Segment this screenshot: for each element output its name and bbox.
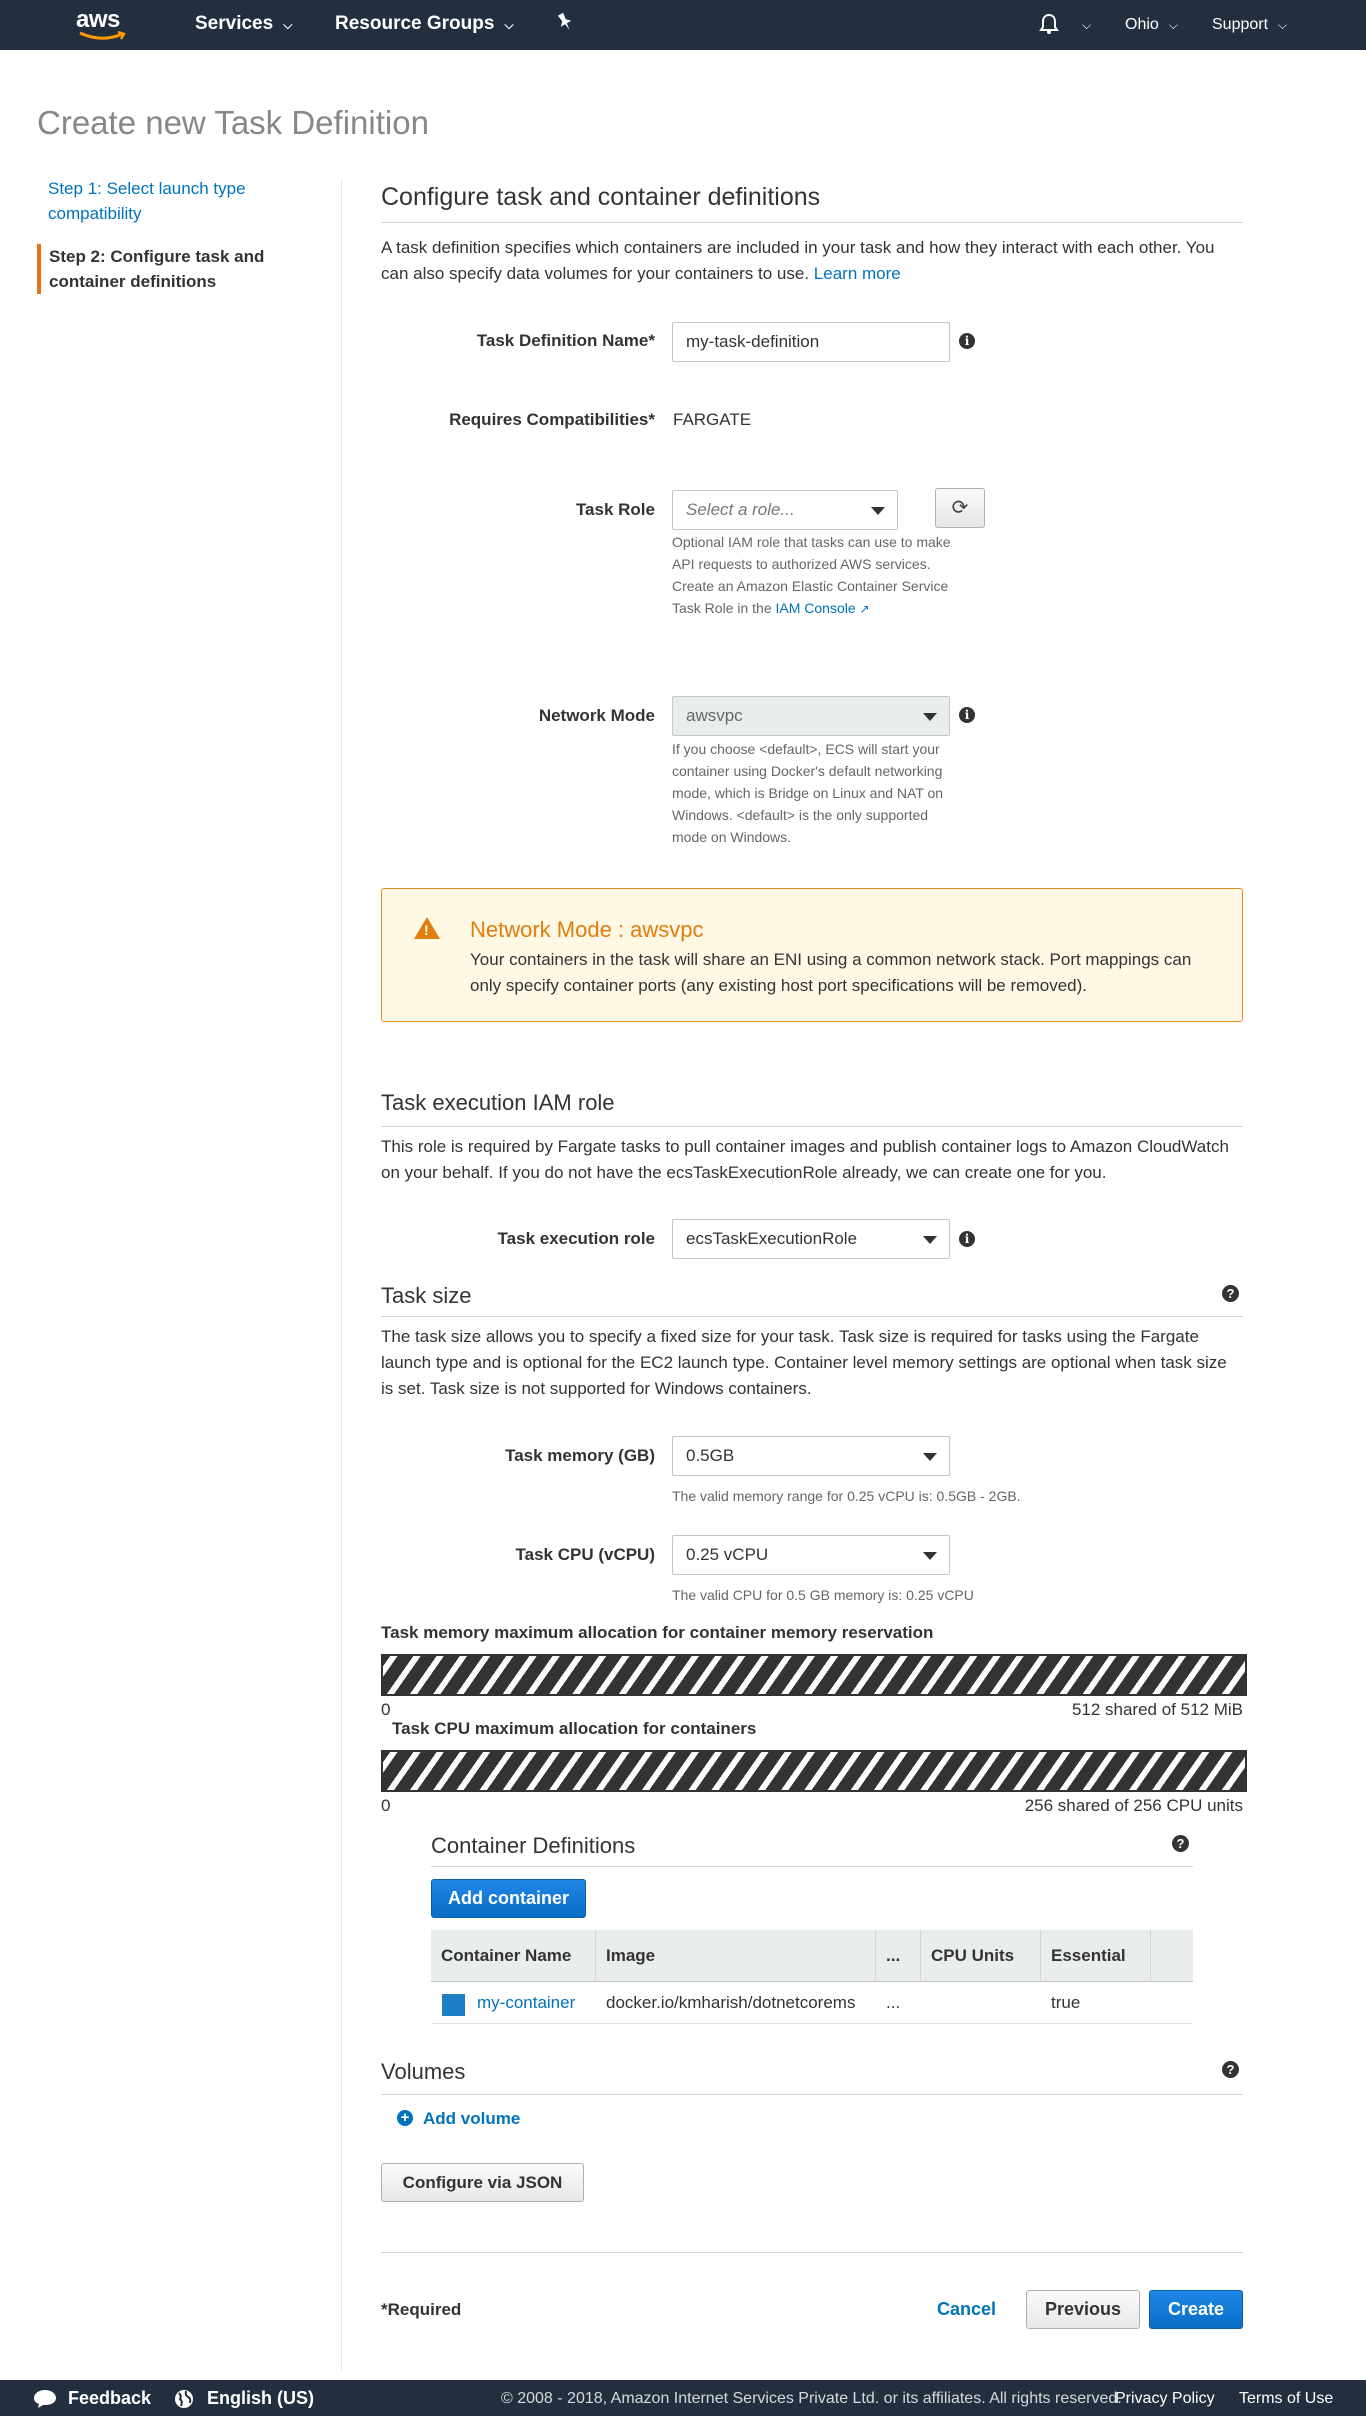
container-color-icon (442, 1994, 465, 2016)
help-icon[interactable]: ? (1172, 1835, 1189, 1852)
cpu-allocation-bar (381, 1750, 1247, 1792)
table-row (431, 1982, 1193, 2024)
exec-role-heading: Task execution IAM role (381, 1090, 615, 1115)
chevron-down-icon: ⌵ (1082, 18, 1092, 32)
task-cpu-select[interactable] (672, 1535, 950, 1575)
task-memory-label: Task memory (GB) (505, 1446, 655, 1465)
divider (381, 2094, 1243, 2095)
exec-role-select[interactable] (672, 1219, 950, 1259)
support-menu[interactable] (1212, 16, 1287, 34)
task-memory-hint: The valid memory range for 0.25 vCPU is: 0.5GB - 2GB. (672, 1488, 1021, 1504)
divider (431, 1866, 1193, 1867)
caret-down-icon (923, 1453, 937, 1461)
col-essential[interactable]: Essential (1041, 1930, 1151, 1982)
exec-role-value: ecsTaskExecutionRole (686, 1229, 858, 1248)
add-volume-link[interactable]: Add volume (423, 2109, 521, 2128)
required-note: *Required (381, 2300, 462, 2319)
divider (381, 222, 1243, 223)
task-role-label: Task Role (575, 500, 655, 519)
chevron-down-icon: ⌵ (1278, 18, 1288, 32)
caret-down-icon (923, 1236, 937, 1244)
cancel-button[interactable]: Cancel (937, 2299, 997, 2319)
chat-bubble-icon (33, 2389, 57, 2414)
requires-compat-value: FARGATE (673, 410, 752, 429)
caret-down-icon (923, 1552, 937, 1560)
volumes-heading: Volumes (381, 2059, 466, 2084)
container-image: docker.io/kmharish/dotnetcorems (606, 1993, 856, 2012)
col-cpu-units[interactable]: CPU Units (921, 1930, 1041, 1982)
divider (381, 2252, 1243, 2253)
container-cpu (921, 1982, 1041, 2024)
refresh-icon: ⟳ (951, 497, 969, 519)
aws-logo-text: aws (76, 6, 120, 33)
copyright-text: © 2008 - 2018, Amazon Internet Services Private Ltd. or its affiliates. All rights reserved. (501, 2390, 1122, 2407)
network-mode-label: Network Mode (538, 706, 655, 725)
warning-icon: ! (414, 917, 440, 939)
exec-role-label: Task execution role (497, 1229, 655, 1248)
region-label: Ohio (1125, 16, 1159, 33)
memory-allocation-bar (381, 1654, 1247, 1696)
task-size-description: The task size allows you to specify a fixed size for your task. Task size is required for tasks using the Fargate launch type and is optional for the EC2 launch type. Container level memory settings are optional when task size is set. Task size is not supported for Windows containers. (381, 1327, 1227, 1398)
configure-description (381, 235, 1243, 287)
chevron-down-icon: ⌵ (504, 18, 514, 32)
warning-title: Network Mode : awsvpc (470, 917, 704, 942)
previous-button[interactable]: Previous (1026, 2290, 1140, 2329)
caret-down-icon (871, 507, 885, 515)
task-role-placeholder: Select a role... (686, 500, 795, 519)
task-role-hint (672, 531, 962, 620)
sidebar-step-1-link[interactable]: Step 1: Select launch type compatibility (48, 179, 246, 223)
exec-role-description: This role is required by Fargate tasks to pull container images and publish container logs to Amazon CloudWatch on your behalf. If you do not have the ecsTaskExecutionRole already, we can create one for you. (381, 1137, 1229, 1182)
container-name-link[interactable]: my-container (477, 1993, 576, 2012)
aws-logo[interactable] (76, 6, 128, 44)
configure-json-button[interactable]: Configure via JSON (381, 2163, 584, 2202)
network-mode-select[interactable] (672, 696, 950, 736)
cpu-allocation-title: Task CPU maximum allocation for containers (392, 1719, 757, 1738)
help-icon[interactable]: ? (1222, 2061, 1239, 2078)
chevron-down-icon: ⌵ (283, 18, 293, 32)
resource-groups-label: Resource Groups (335, 13, 495, 34)
memory-allocation-title: Task memory maximum allocation for container memory reservation (381, 1623, 934, 1642)
col-more[interactable]: ... (876, 1930, 921, 1982)
privacy-policy-link[interactable]: Privacy Policy (1115, 2390, 1215, 2407)
memory-allocation-min: 0 (381, 1700, 391, 1719)
container-essential: true (1051, 1993, 1081, 2012)
caret-down-icon (923, 713, 937, 721)
container-defs-heading: Container Definitions (431, 1833, 636, 1858)
info-icon[interactable]: i (959, 1231, 975, 1247)
memory-allocation-max: 512 shared of 512 MiB (1071, 1700, 1243, 1719)
learn-more-link[interactable]: Learn more (813, 264, 901, 283)
notifications-dropdown[interactable] (1082, 16, 1091, 34)
task-role-select[interactable] (672, 490, 898, 530)
feedback-link[interactable]: Feedback (68, 2388, 152, 2408)
info-icon[interactable]: i (959, 333, 975, 349)
globe-icon (174, 2389, 194, 2414)
aws-smile-icon (78, 31, 126, 41)
container-table-header (431, 1930, 1193, 1982)
bell-icon[interactable] (1038, 13, 1060, 41)
divider (381, 1316, 1243, 1317)
task-def-name-input[interactable]: my-task-definition (672, 322, 950, 362)
sidebar-divider (341, 180, 342, 2370)
task-def-name-label: Task Definition Name* (476, 331, 655, 350)
configure-heading: Configure task and container definitions (381, 183, 821, 211)
task-cpu-label: Task CPU (vCPU) (515, 1545, 655, 1564)
top-nav (0, 0, 1366, 50)
support-label: Support (1212, 16, 1269, 33)
container-more: ... (886, 1993, 901, 2012)
divider (381, 1126, 1243, 1127)
console-link-text: Console (804, 600, 856, 616)
services-menu[interactable] (195, 13, 292, 35)
configure-description-text: A task definition specifies which containers are included in your task and how they interact with each other. You can also specify data volumes for your containers to use. (381, 238, 1215, 283)
task-cpu-hint: The valid CPU for 0.5 GB memory is: 0.25 vCPU (672, 1587, 974, 1603)
sidebar-step-2: Step 2: Configure task and container definitions (37, 244, 297, 294)
external-link-icon: ↗ (859, 602, 870, 616)
task-memory-select[interactable] (672, 1436, 950, 1476)
requires-compat-label: Requires Compatibilities* (449, 410, 655, 429)
terms-of-use-link[interactable]: Terms of Use (1239, 2390, 1334, 2407)
help-icon[interactable]: ? (1222, 1285, 1239, 1302)
col-image[interactable]: Image (596, 1930, 876, 1982)
network-mode-hint: If you choose <default>, ECS will start your container using Docker's default networking mode, which is Bridge on Linux and NAT on Windows. <default> is the only supported mode on Windows. (672, 741, 944, 845)
chevron-down-icon: ⌵ (1168, 18, 1178, 32)
create-button[interactable]: Create (1149, 2290, 1243, 2329)
resource-groups-menu[interactable] (335, 13, 514, 35)
network-mode-warning (381, 888, 1243, 1022)
language-selector[interactable]: English (US) (207, 2388, 314, 2408)
iam-console-link[interactable] (776, 600, 870, 616)
cpu-allocation-min: 0 (381, 1796, 391, 1815)
iam-link-text: IAM (775, 600, 801, 616)
info-icon[interactable]: i (959, 707, 975, 723)
warning-text: Your containers in the task will share an ENI using a common network stack. Port mappings can only specify container ports (any existing host port specifications will be removed). (470, 950, 1192, 995)
task-cpu-value: 0.25 vCPU (686, 1545, 769, 1564)
task-memory-value: 0.5GB (686, 1446, 735, 1465)
services-label: Services (195, 13, 274, 34)
task-role-hint-text: Optional IAM role that tasks can use to make API requests to authorized AWS services. Create an Amazon Elastic Container Service Task Role in the (672, 534, 951, 616)
network-mode-value: awsvpc (686, 706, 743, 725)
region-menu[interactable] (1125, 16, 1178, 34)
col-container-name[interactable]: Container Name (431, 1930, 596, 1982)
pin-icon[interactable] (556, 12, 574, 38)
refresh-roles-button[interactable] (935, 488, 985, 528)
cpu-allocation-max: 256 shared of 256 CPU units (1024, 1796, 1243, 1815)
add-volume-plus-icon[interactable]: + (397, 2110, 413, 2126)
task-size-heading: Task size (381, 1283, 472, 1308)
add-container-button[interactable]: Add container (431, 1879, 586, 1918)
footer (0, 2380, 1366, 2416)
page-title: Create new Task Definition (37, 104, 429, 141)
